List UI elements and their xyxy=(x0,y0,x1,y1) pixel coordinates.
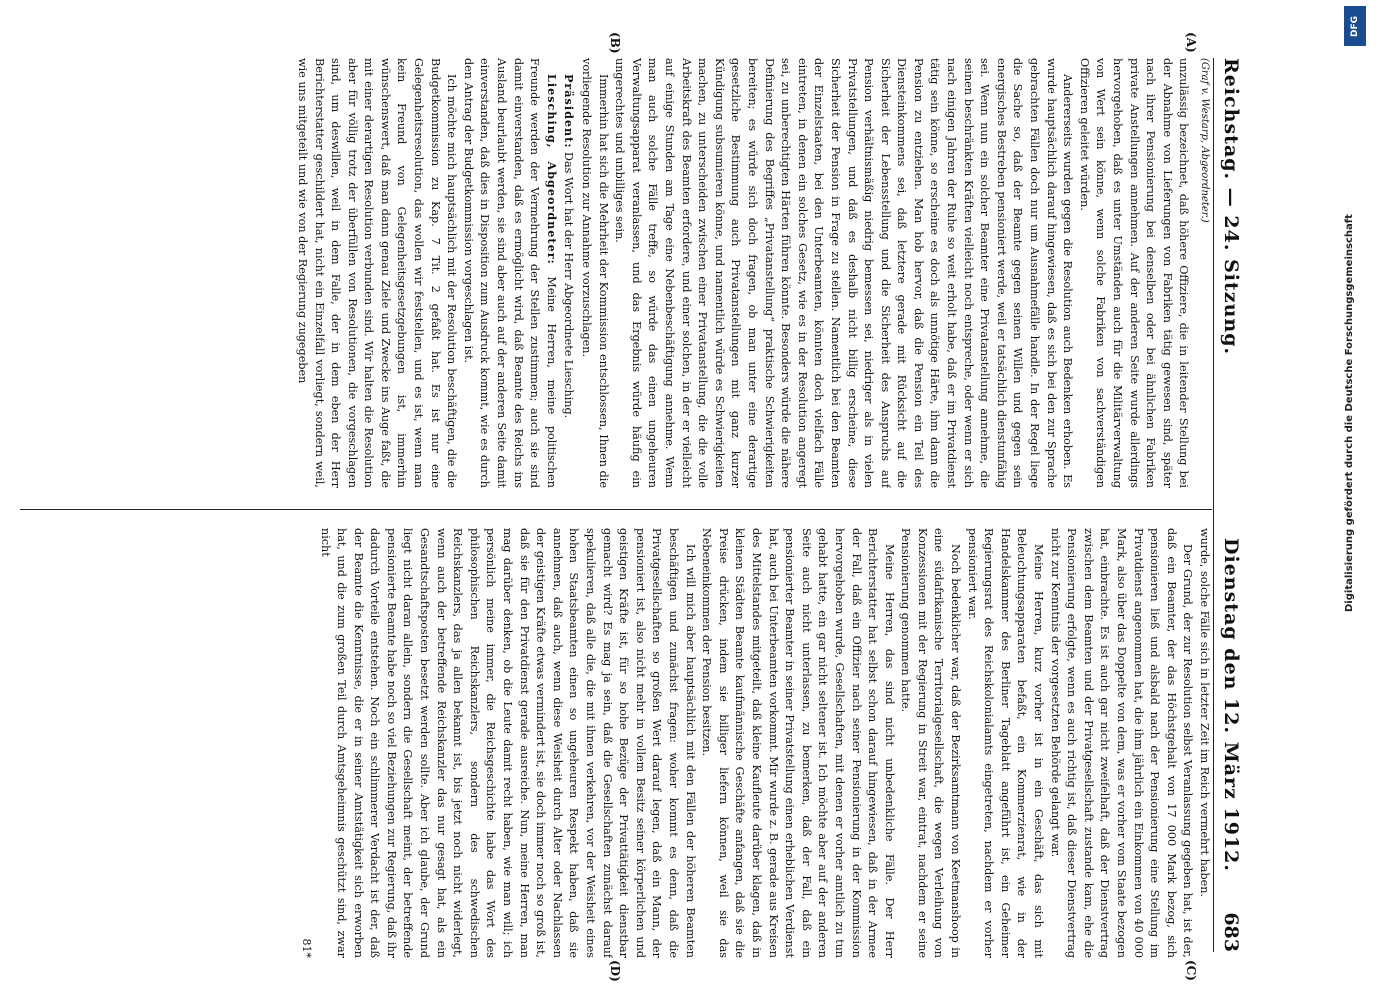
paragraph: Ich möchte mich hauptsächlich mit der Resolution beschäftigen, die die Budgetkommission zu Kap. 7 Tit. 2 gefaßt hat. Es ist nur eine Gelegenheitsresolution, das wollen wir feststellen, und es ist, wenn man kein Freund von Gelegenheitsgesetzgebungen ist, immerhin wünschenswert, daß man dann genau Ziele und Zwecke ins Auge faßt, die mit einer derartigen Resolution verbunden sind. Wir halten die Resolution aber für völlig trotz der überfüllen von Resolutionen, die vorgeschlagen sind, um deswillen, weil in dem Falle, der in dem eben der Herr Berichterstatter geschildert hat, nicht ein Einzelfall vorliegt, sondern weil, wie uns mitgeteilt und wie von der Regierung zugegeben xyxy=(295,58,459,488)
column-divider xyxy=(20,509,1212,510)
page-header xyxy=(1213,58,1252,952)
header-left-title: Reichstag. — 24. Sitzung. xyxy=(1220,58,1242,356)
right-column xyxy=(20,528,1212,958)
speaker-continuation: (Graf v. Westarp, Abgeordneter.) xyxy=(1199,58,1210,223)
paragraph: Meine Herren, das sind nicht unbedenkliche Fälle. Der Herr Berichterstatter hat selbst schon darauf hingewiesen, daß in der Armee der Fall, daß ein Offizier nach seiner Pensionierung in der Kommission hervorgehoben wurde, Gesellschaften, mit denen er vorher amtlich zu tun gehabt hatte, ein gar nicht seltener ist. Ich möchte aber auf der anderen Seite auch nicht unterlassen, zu bemerken, daß der Fall, daß ein pensionierter Beamter in seiner Privatstellung einen erheblichen Verdienst hat, auch bei Unterbeamten vorkommt. Mir wurde z. B. gerade aus Kreisen des Mittelstandes mitgeteilt, daß kleine Kaufleute darüber klagen, daß in kleinen Städten Beamte kaufmännische Geschäfte anfangen, daß sie die Preise drücken, indem sie billiger liefern können, weil sie das Nebeneinkommen der Pension besitzen. xyxy=(700,528,896,958)
paragraph: Ich will mich aber hauptsächlich mit den Fällen der höheren Beamten beschäftigen und zunächst fragen: woher kommt es denn, daß die Privatgesellschaften so großen Wert darauf legen, daß ein Mann, der pensioniert ist, also nicht mehr in vollem Besitz seiner körperlichen und geistigen Kräfte ist, für so hohe Bezüge der Privattätigkeit dienstbar gemacht wird? Es mag ja sein, daß die Gesellschaften zunächst darauf spekulieren, daß alle die, die mit ihnen verkehren, vor der Weisheit eines hohen Staatsbeamten einen so ungeheuren Respekt haben, daß sie annehmen, daß auch, wenn diese Weisheit durch Alter oder Nachlassen der geistigen Kräfte etwas vermindert ist, sie doch immer noch so groß ist, daß sie für den Privatdienst gerade ausreiche. Nun, meine Herren, man mag darüber denken, ob die Leute damit recht haben, wie man will; ich persönlich meine immer, die Reichsgeschichte habe das Wort des philosophischen Reichskanzlers, sondern des schwedischen Reichskanzlers, das ja allen bekannt ist, bis jetzt noch nicht widerlegt, wenn auch der betreffende Reichskanzler das nur gesagt hat, als ein Gesandtschaftsposten besetzt werden sollte. Aber ich glaube, der Grund liegt nicht daran allein, sondern die Gesellschaft meint, der betreffende pensionierte Beamte habe noch so viel Beziehungen zur Regierung, daß ihr dadurch Vorteile entstehen. Noch ein schlimmerer Verdacht ist der, daß der Beamte die Kenntnisse, die er in seiner Amtstätigkeit sich erworben hat, und die zum großen Teil durch Amtsgeheimnis geschützt sind, zwar nicht xyxy=(318,528,697,958)
paragraph: Noch bedenklicher war, daß der Bezirksamtmann von Keetmanshoop in eine südafrikanische Territorialgesellschaft, die wegen Verleihung von Konzessionen mit der Regierung in Streit war, eintrat, nachdem er seine Pensionierung genommen hatte. xyxy=(899,528,963,958)
paragraph: wurde, solche Fälle sich in letzter Zeit im Reich vermehrt haben. xyxy=(1198,528,1211,897)
paragraph: Der Grund, der zur Resolution selbst Veranlassung gegeben hat, ist der, daß ein Beamter, der das Höchstgehalt von 17 000 Mark bezog, sich pensionieren ließ und alsbald nach der Pensionierung eine Stellung im Privatdienst angenommen hat, die ihm jährlich ein Einkommen von 40 000 Mark, also über das Doppelte von dem, was er vorher vom Staate bezogen hat, einbrachte. Es ist auch gar nicht zweifelhaft, daß der Dienstvertrag zwischen dem Beamten und der Privatgesellschaft zustande kam, ehe die Pensionierung erfolgte, wenn es auch richtig ist, daß dieser Dienstvertrag nicht zur Kenntnis der vorgesetzten Behörde gelangt war. xyxy=(1048,528,1195,958)
funding-caption: Digitalisierung gefördert durch die Deutsche Forschungsgemeinschaft xyxy=(1344,214,1355,612)
footnote-number: 81* xyxy=(299,938,313,958)
side-strip xyxy=(1328,0,1383,1000)
paragraph: Andererseits wurden gegen die Resolution auch Bedenken erhoben. Es wurde hauptsächlich darauf hingewiesen, daß es sich bei den zur Sprache gebrachten Fällen doch nur um Ausnahmefälle handle. In der Regel liege die Sache so, daß der Beamte gegen seinen Willen und gegen sein energisches Bestreben pensioniert werde, weil er tatsächlich dienstunfähig sei. Wenn nun ein solcher Beamter eine Privatanstellung annehme, die seinen beschränkten Kräften vielleicht noch entspreche, oder wenn er sich nach einigen Jahren der Ruhe so weit erholt habe, daß er im Privatdienst tätig sein könne, so erscheine es doch als unnötige Härte, ihm dann die Pension zu entziehen. Man hob hervor, daß die Pension ein Teil des Diensteinkommens sei, daß letztere gerade mit Rücksicht auf die Sicherheit der Lebensstellung und die Sicherheit des Anspruchs auf Pension verhältnismäßig niedrig bemessen sei, niedriger als in vielen Privatstellungen, und daß es deshalb nicht billig erscheine, diese Sicherheit der Pension in Frage zu stellen. Namentlich bei den Beamten der Einzelstaaten, bei den Unterbeamten, könnten doch vielfach Fälle eintreten, in denen ein solches Gesetz, wie es in der Resolution angeregt sei, zu unberechtigten Härten führen könnte. Besonders würde die nähere Definierung des Begriffes „Privatanstellung“ praktische Schwierigkeiten bereiten; es würde sich doch fragen, ob man unter eine derartige gesetzliche Bestimmung auch Privatanstellungen mit ganz kurzer Kündigung subsumieren könne, und namentlich würde es Schwierigkeiten machen, zu unterscheiden zwischen einer Privatanstellung, die die volle Arbeitskraft des Beamten erfordere, und einer solchen, in der er vielleicht auf einige Stunden am Tage eine Nebenbeschäftigung annehme. Wenn man auch solche Fälle treffe, so würde das einen ungeheuren Verwaltungsapparat veranlassen, und das Ergebnis würde häufig ein ungerechtes und unbilliges sein. xyxy=(613,58,1075,488)
margin-marker-a: (A) xyxy=(1184,32,1198,53)
paragraph: Meine Herren, kurz vorher ist in ein Geschäft, das sich mit Beleuchtungsapparaten befaßt, ein Kommerzienrat, wie in der Handelskammer des Berliner Tageblatt angeführt ist, ein Geheimer Regierungsrat des Reichskolonialamts eingetreten, nachdem er vorher pensioniert war. xyxy=(965,528,1046,958)
dfg-logo: DFG xyxy=(1344,6,1366,46)
president-text: Das Wort hat der Herr Abgeordnete Liesching. xyxy=(562,152,576,419)
header-date: Dienstag den 12. März 1912. xyxy=(1220,538,1242,873)
speaker-text: Meine Herren, meine politischen Freunde werden der Vermehrung der Stellen zustimmen; auch sie sind damit einverstanden, daß es ermöglicht wird, daß Beamte des Reichs ins Ausland beurlaubt werden, sie sind aber auch auf der anderen Seite damit einverstanden, daß dies in Disposition zum Ausdruck kommt, wie es durch den Antrag der Budgetkommission vorgeschlagen ist. xyxy=(461,58,558,488)
margin-marker-b: (B) xyxy=(608,32,622,54)
speaker-label: Liesching, Abgeordneter: xyxy=(544,74,559,265)
text-columns xyxy=(20,32,1212,982)
paragraph: Immerhin hat sich die Mehrheit der Kommission entschlossen, Ihnen die vorliegende Resolution zur Annahme vorzuschlagen. xyxy=(580,58,610,488)
margin-marker-d: (D) xyxy=(608,960,622,982)
left-column xyxy=(20,58,1212,488)
paragraph: unzulässig bezeichnet, daß höhere Offiziere, die in leitender Stellung bei der Abnahme von Lieferungen von Fabriken tätig gewesen sind, später nach ihrer Pensionierung bei denselben oder bei ähnlichen Fabriken private Anstellungen annehmen. Auf der anderen Seite wurde allerdings hervorgehoben, daß es unter Umständen auch für die Militärverwaltung von Wert sein könne, wenn solche Fabriken von sachverständigen Offizieren geleitet würden. xyxy=(1077,58,1191,488)
president-label: Präsident: xyxy=(562,74,577,149)
margin-marker-c: (C) xyxy=(1184,960,1198,981)
page-number: 683 xyxy=(1220,912,1242,952)
